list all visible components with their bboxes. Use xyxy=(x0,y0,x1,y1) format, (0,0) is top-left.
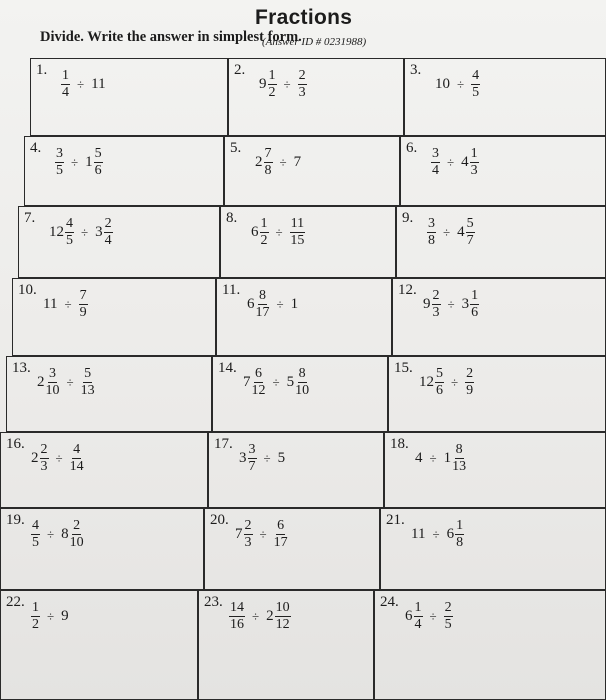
problem-number: 10. xyxy=(18,282,37,298)
divide-sign: ÷ xyxy=(447,154,455,170)
problem-cell xyxy=(396,206,606,278)
problem-number: 7. xyxy=(24,210,36,226)
problem-cell xyxy=(0,432,208,508)
fraction xyxy=(432,289,441,320)
denominator: 6 xyxy=(94,163,102,178)
problem-cell xyxy=(224,136,400,206)
divide-sign: ÷ xyxy=(66,374,74,390)
division-expression xyxy=(61,69,106,100)
problem-number: 5. xyxy=(230,140,242,156)
division-expression xyxy=(259,69,307,100)
instructions: Divide. Write the answer in simplest form. xyxy=(40,29,302,45)
numerator: 2 xyxy=(444,600,452,615)
operand xyxy=(431,147,440,178)
operand xyxy=(91,76,105,93)
denominator: 16 xyxy=(230,617,244,632)
denominator: 14 xyxy=(69,459,84,474)
operand xyxy=(255,147,273,178)
denominator: 3 xyxy=(244,535,252,550)
numerator: 5 xyxy=(84,366,92,381)
denominator: 13 xyxy=(452,459,467,474)
numerator: 7 xyxy=(264,146,272,161)
problem-cell xyxy=(400,136,606,206)
fraction xyxy=(46,367,60,398)
operand xyxy=(423,289,441,320)
division-expression xyxy=(43,289,88,320)
denominator: 10 xyxy=(69,535,84,550)
numerator: 1 xyxy=(471,288,479,303)
fraction xyxy=(252,367,266,398)
whole-number: 1 xyxy=(290,296,299,312)
division-expression xyxy=(229,601,291,632)
operand xyxy=(274,519,288,550)
denominator: 12 xyxy=(251,383,266,398)
divide-sign: ÷ xyxy=(259,526,267,542)
fraction xyxy=(81,367,95,398)
denominator: 8 xyxy=(456,535,464,550)
denominator: 4 xyxy=(414,617,422,632)
problem-cell xyxy=(404,58,606,136)
problem-number: 24. xyxy=(380,594,399,610)
operand xyxy=(49,217,74,248)
divide-sign: ÷ xyxy=(276,296,284,312)
numerator: 1 xyxy=(32,600,39,615)
denominator: 8 xyxy=(264,163,272,178)
fraction xyxy=(229,601,245,632)
divide-sign: ÷ xyxy=(71,154,79,170)
problem-number: 14. xyxy=(218,360,237,376)
division-expression xyxy=(415,443,466,474)
denominator: 5 xyxy=(32,535,39,550)
denominator: 4 xyxy=(62,85,69,100)
fraction xyxy=(55,147,64,178)
operand xyxy=(471,69,480,100)
denominator: 4 xyxy=(432,163,439,178)
denominator: 7 xyxy=(466,233,474,248)
operand xyxy=(298,69,307,100)
fraction xyxy=(31,519,40,550)
whole-number: 3 xyxy=(239,450,247,466)
problem-number: 23. xyxy=(204,594,223,610)
fraction xyxy=(248,443,257,474)
operand xyxy=(457,217,475,248)
operand xyxy=(405,601,423,632)
fraction xyxy=(31,601,40,632)
operand xyxy=(79,289,88,320)
denominator: 6 xyxy=(436,383,443,398)
problem-grid xyxy=(0,58,606,700)
divide-sign: ÷ xyxy=(263,450,271,466)
operand xyxy=(266,601,291,632)
division-expression xyxy=(405,601,453,632)
numerator: 5 xyxy=(436,366,443,381)
denominator: 9 xyxy=(466,383,474,398)
operand xyxy=(85,147,103,178)
operand xyxy=(259,69,277,100)
operand xyxy=(291,296,299,313)
numerator: 2 xyxy=(73,518,81,533)
numerator: 14 xyxy=(230,600,244,615)
problem-cell xyxy=(0,508,204,590)
divide-sign: ÷ xyxy=(252,608,260,624)
fraction xyxy=(427,217,436,248)
divide-sign: ÷ xyxy=(429,450,437,466)
operand xyxy=(287,367,310,398)
problem-number: 6. xyxy=(406,140,418,156)
problem-cell xyxy=(374,590,606,700)
fraction xyxy=(465,367,474,398)
divide-sign: ÷ xyxy=(457,76,465,92)
operand xyxy=(61,608,69,625)
numerator: 2 xyxy=(244,518,252,533)
fraction xyxy=(244,519,253,550)
numerator: 5 xyxy=(466,216,474,231)
operand xyxy=(81,367,95,398)
numerator: 3 xyxy=(56,146,63,161)
whole-number: 11 xyxy=(43,296,58,312)
operand xyxy=(465,367,474,398)
problem-number: 2. xyxy=(234,62,246,78)
problem-cell xyxy=(220,206,396,278)
problem-cell xyxy=(18,206,220,278)
denominator: 9 xyxy=(79,305,87,320)
numerator: 1 xyxy=(268,68,276,83)
problem-number: 15. xyxy=(394,360,413,376)
numerator: 2 xyxy=(298,68,306,83)
numerator: 3 xyxy=(248,442,256,457)
fraction xyxy=(70,519,84,550)
operand xyxy=(290,217,305,248)
denominator: 13 xyxy=(80,383,95,398)
problem-cell xyxy=(384,432,606,508)
operand xyxy=(43,296,57,313)
divide-sign: ÷ xyxy=(275,224,283,240)
numerator: 11 xyxy=(290,216,305,231)
numerator: 1 xyxy=(62,68,69,83)
problem-number: 12. xyxy=(398,282,417,298)
problem-cell xyxy=(30,58,228,136)
problem-number: 9. xyxy=(402,210,414,226)
operand xyxy=(251,217,269,248)
operand xyxy=(294,154,302,171)
fraction xyxy=(61,69,70,100)
denominator: 3 xyxy=(470,163,478,178)
denominator: 3 xyxy=(432,305,440,320)
fraction xyxy=(470,289,479,320)
problem-number: 18. xyxy=(390,436,409,452)
problem-number: 17. xyxy=(214,436,233,452)
operand xyxy=(435,76,450,93)
denominator: 4 xyxy=(104,233,112,248)
fraction xyxy=(290,217,305,248)
denominator: 6 xyxy=(471,305,479,320)
divide-sign: ÷ xyxy=(429,608,437,624)
division-expression xyxy=(251,217,305,248)
numerator: 4 xyxy=(73,442,81,457)
whole-number: 4 xyxy=(461,154,469,170)
problem-number: 21. xyxy=(386,512,405,528)
division-expression xyxy=(255,147,301,178)
whole-number: 12 xyxy=(419,374,434,390)
denominator: 17 xyxy=(255,305,270,320)
denominator: 5 xyxy=(66,233,73,248)
operand xyxy=(419,367,444,398)
numerator: 8 xyxy=(259,288,266,303)
fraction xyxy=(471,69,480,100)
problem-number: 11. xyxy=(222,282,241,298)
division-expression xyxy=(239,443,285,474)
problem-cell xyxy=(380,508,606,590)
denominator: 3 xyxy=(298,85,306,100)
whole-number: 6 xyxy=(446,526,455,542)
division-expression xyxy=(31,601,69,632)
problem-cell xyxy=(204,508,380,590)
denominator: 10 xyxy=(295,383,310,398)
fraction xyxy=(452,443,466,474)
problem-number: 8. xyxy=(226,210,238,226)
operand xyxy=(235,519,253,550)
operand xyxy=(444,601,453,632)
whole-number: 6 xyxy=(405,608,413,624)
operand xyxy=(239,443,257,474)
fraction xyxy=(414,601,423,632)
fraction xyxy=(256,289,270,320)
operand xyxy=(415,450,423,467)
numerator: 1 xyxy=(260,216,268,231)
whole-number: 7 xyxy=(293,154,302,170)
whole-number: 7 xyxy=(243,374,251,390)
fraction xyxy=(431,147,440,178)
problem-number: 19. xyxy=(6,512,25,528)
operand xyxy=(95,217,113,248)
fraction xyxy=(94,147,103,178)
fraction xyxy=(274,519,288,550)
fraction xyxy=(40,443,49,474)
fraction xyxy=(264,147,273,178)
operand xyxy=(462,289,480,320)
division-expression xyxy=(423,289,479,320)
whole-number: 9 xyxy=(61,608,69,624)
operand xyxy=(55,147,64,178)
divide-sign: ÷ xyxy=(447,296,455,312)
fraction xyxy=(79,289,88,320)
division-expression xyxy=(235,519,288,550)
whole-number: 3 xyxy=(461,296,470,312)
problem-cell xyxy=(6,356,212,432)
numerator: 2 xyxy=(104,216,112,231)
divide-sign: ÷ xyxy=(47,608,55,624)
whole-number: 4 xyxy=(415,450,423,466)
operand xyxy=(37,367,60,398)
operand xyxy=(229,601,245,632)
problem-number: 4. xyxy=(30,140,42,156)
fraction xyxy=(444,601,453,632)
problem-cell xyxy=(212,356,388,432)
fraction xyxy=(65,217,74,248)
numerator: 1 xyxy=(456,518,464,533)
whole-number: 11 xyxy=(411,526,426,542)
whole-number: 6 xyxy=(247,296,255,312)
fraction xyxy=(466,217,475,248)
denominator: 7 xyxy=(248,459,256,474)
divide-sign: ÷ xyxy=(77,76,85,92)
problem-number: 1. xyxy=(36,62,48,78)
division-expression xyxy=(49,217,113,248)
fraction xyxy=(70,443,84,474)
operand xyxy=(61,519,84,550)
operand xyxy=(243,367,266,398)
denominator: 12 xyxy=(275,617,290,632)
fraction xyxy=(260,217,269,248)
numerator: 4 xyxy=(472,68,480,83)
numerator: 2 xyxy=(466,366,474,381)
division-expression xyxy=(435,69,480,100)
operand xyxy=(31,443,49,474)
numerator: 4 xyxy=(32,518,39,533)
whole-number: 10 xyxy=(435,76,450,92)
whole-number: 12 xyxy=(49,224,64,240)
divide-sign: ÷ xyxy=(55,450,63,466)
whole-number: 6 xyxy=(251,224,259,240)
operand xyxy=(31,519,40,550)
numerator: 2 xyxy=(40,442,48,457)
operand xyxy=(61,69,70,100)
operand xyxy=(461,147,479,178)
operand xyxy=(447,519,465,550)
operand xyxy=(278,450,286,467)
fraction xyxy=(295,367,309,398)
division-expression xyxy=(419,367,474,398)
whole-number: 3 xyxy=(95,224,103,240)
divide-sign: ÷ xyxy=(279,154,287,170)
problem-cell xyxy=(388,356,606,432)
whole-number: 9 xyxy=(423,296,431,312)
problem-number: 3. xyxy=(410,62,422,78)
divide-sign: ÷ xyxy=(451,374,459,390)
whole-number: 5 xyxy=(286,374,295,390)
fraction xyxy=(275,601,291,632)
whole-number: 1 xyxy=(443,450,452,466)
fraction xyxy=(104,217,113,248)
numerator: 6 xyxy=(255,366,262,381)
denominator: 2 xyxy=(32,617,39,632)
problem-cell xyxy=(0,590,198,700)
fraction xyxy=(470,147,479,178)
numerator: 1 xyxy=(414,600,422,615)
divide-sign: ÷ xyxy=(443,224,451,240)
fraction xyxy=(268,69,277,100)
numerator: 3 xyxy=(49,366,56,381)
denominator: 3 xyxy=(40,459,48,474)
divide-sign: ÷ xyxy=(81,224,89,240)
whole-number: 2 xyxy=(255,154,263,170)
denominator: 5 xyxy=(444,617,452,632)
operand xyxy=(31,601,40,632)
numerator: 5 xyxy=(94,146,102,161)
operand xyxy=(70,443,84,474)
numerator: 6 xyxy=(277,518,285,533)
problem-number: 16. xyxy=(6,436,25,452)
denominator: 2 xyxy=(260,233,268,248)
divide-sign: ÷ xyxy=(47,526,55,542)
denominator: 5 xyxy=(56,163,63,178)
problem-cell xyxy=(208,432,384,508)
operand xyxy=(444,443,467,474)
problem-cell xyxy=(198,590,374,700)
operand xyxy=(247,289,270,320)
divide-sign: ÷ xyxy=(283,76,291,92)
problem-number: 13. xyxy=(12,360,31,376)
division-expression xyxy=(243,367,309,398)
division-expression xyxy=(427,217,475,248)
division-expression xyxy=(431,147,479,178)
numerator: 2 xyxy=(432,288,440,303)
answer-id: (Answer ID # 0231988) xyxy=(262,36,367,48)
divide-sign: ÷ xyxy=(64,296,72,312)
whole-number: 8 xyxy=(61,526,69,542)
operand xyxy=(427,217,436,248)
numerator: 8 xyxy=(298,366,306,381)
whole-number: 7 xyxy=(235,526,243,542)
problem-cell xyxy=(216,278,392,356)
numerator: 7 xyxy=(79,288,87,303)
problem-cell xyxy=(392,278,606,356)
whole-number: 11 xyxy=(91,76,106,92)
whole-number: 2 xyxy=(266,608,274,624)
denominator: 8 xyxy=(428,233,435,248)
whole-number: 4 xyxy=(457,224,465,240)
denominator: 15 xyxy=(290,233,305,248)
division-expression xyxy=(247,289,298,320)
fraction xyxy=(298,69,307,100)
division-expression xyxy=(31,519,84,550)
division-expression xyxy=(37,367,95,398)
numerator: 1 xyxy=(470,146,478,161)
denominator: 5 xyxy=(472,85,480,100)
problem-cell xyxy=(12,278,216,356)
numerator: 10 xyxy=(275,600,290,615)
problem-cell xyxy=(228,58,404,136)
division-expression xyxy=(31,443,84,474)
fraction xyxy=(455,519,464,550)
whole-number: 2 xyxy=(31,450,39,466)
page-title: Fractions xyxy=(255,6,353,29)
divide-sign: ÷ xyxy=(272,374,280,390)
numerator: 8 xyxy=(455,442,463,457)
problem-number: 20. xyxy=(210,512,229,528)
numerator: 3 xyxy=(432,146,439,161)
whole-number: 1 xyxy=(85,154,93,170)
problem-number: 22. xyxy=(6,594,25,610)
numerator: 3 xyxy=(428,216,435,231)
operand xyxy=(411,526,425,543)
numerator: 4 xyxy=(66,216,73,231)
denominator: 17 xyxy=(273,535,288,550)
denominator: 10 xyxy=(45,383,60,398)
fraction xyxy=(435,367,444,398)
problem-cell xyxy=(24,136,224,206)
denominator: 2 xyxy=(268,85,276,100)
whole-number: 2 xyxy=(37,374,45,390)
whole-number: 5 xyxy=(277,450,286,466)
division-expression xyxy=(55,147,103,178)
divide-sign: ÷ xyxy=(432,526,440,542)
whole-number: 9 xyxy=(259,76,267,92)
division-expression xyxy=(411,519,464,550)
